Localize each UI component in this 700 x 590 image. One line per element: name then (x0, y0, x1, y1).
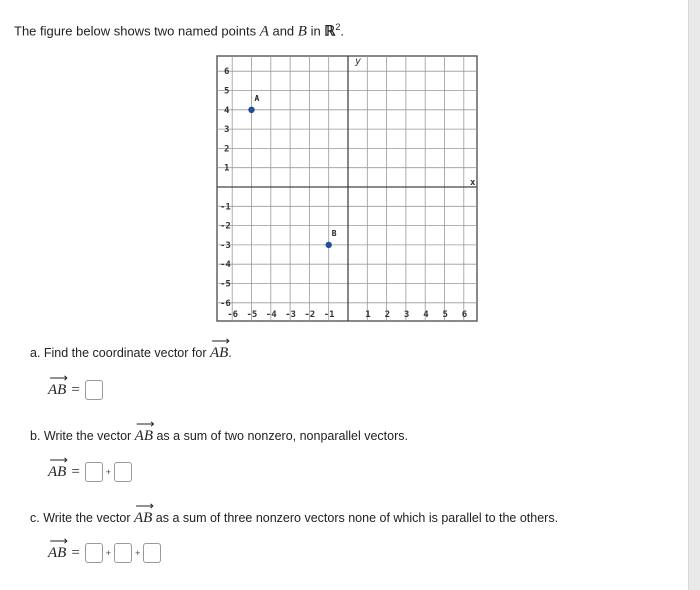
vector-ab: ⟶ AB (209, 333, 229, 361)
point-b-label: B (331, 228, 337, 238)
y-tick-label: -1 (220, 202, 231, 213)
y-tick-label: 2 (224, 144, 230, 155)
y-tick-label: -4 (220, 260, 231, 271)
y-tick-label: -3 (220, 240, 231, 251)
point-a-label: A (259, 23, 269, 40)
point-b-label: B (297, 23, 307, 40)
answer-c-vector: ⟶ AB (48, 532, 67, 561)
x-axis-label: x (470, 178, 476, 188)
answer-b-row: ⟶ AB = + (48, 462, 132, 482)
x-tick-label: -6 (227, 310, 239, 320)
y-axis-label: y (355, 56, 362, 67)
intro-text: The figure below shows two named points A and B in ℝ$^2$. (14, 22, 345, 40)
answer-c-box-2[interactable] (114, 543, 132, 563)
point-a-dot (248, 107, 254, 113)
answer-b-box-2[interactable] (114, 462, 132, 482)
y-tick-label: 4 (224, 105, 230, 116)
answer-c-box-3[interactable] (143, 543, 161, 563)
answer-b-box-1[interactable] (85, 462, 103, 482)
vector-ab: ⟶ AB (134, 416, 153, 444)
x-tick-label: 5 (442, 310, 448, 320)
y-tick-label: -6 (220, 298, 231, 309)
x-tick-label: -5 (246, 310, 258, 320)
answer-a-row: ⟶ AB = (48, 380, 103, 400)
part-c-prompt: c. Write the vector ⟶ AB as a sum of three nonzero vectors none of which is parallel to the others. (30, 498, 559, 526)
y-tick-label: 6 (224, 67, 230, 78)
vector-ab: ⟶ AB (133, 498, 153, 526)
answer-c-box-1[interactable] (85, 543, 103, 563)
x-tick-label: 4 (423, 310, 429, 320)
y-tick-label: -5 (220, 279, 231, 290)
point-a-label: A (254, 93, 260, 103)
answer-b-vector: ⟶ AB (48, 451, 67, 480)
x-tick-label: -4 (265, 310, 277, 320)
x-tick-label: 3 (403, 310, 410, 320)
part-a-prompt: a. Find the coordinate vector for ⟶ AB. (30, 333, 232, 361)
x-tick-label: 1 (365, 310, 371, 320)
x-tick-label: -3 (285, 310, 296, 320)
answer-c-row: ⟶ AB = + + (48, 543, 161, 563)
coordinate-grid (216, 55, 481, 323)
x-tick-label: -1 (323, 310, 335, 320)
space-symbol: ℝ (324, 24, 336, 40)
y-tick-label: 3 (224, 125, 230, 136)
x-tick-label: 6 (461, 310, 468, 320)
y-tick-label: 1 (224, 163, 230, 174)
answer-a-box[interactable] (85, 380, 103, 400)
x-tick-label: -2 (304, 310, 316, 320)
y-tick-label: -2 (220, 221, 231, 232)
y-tick-label: 5 (224, 86, 230, 97)
part-b-prompt: b. Write the vector ⟶ AB as a sum of two nonzero, nonparallel vectors. (30, 416, 408, 444)
point-b-dot (326, 242, 332, 248)
answer-a-vector: ⟶ AB (48, 369, 67, 398)
x-tick-label: 2 (384, 310, 391, 320)
